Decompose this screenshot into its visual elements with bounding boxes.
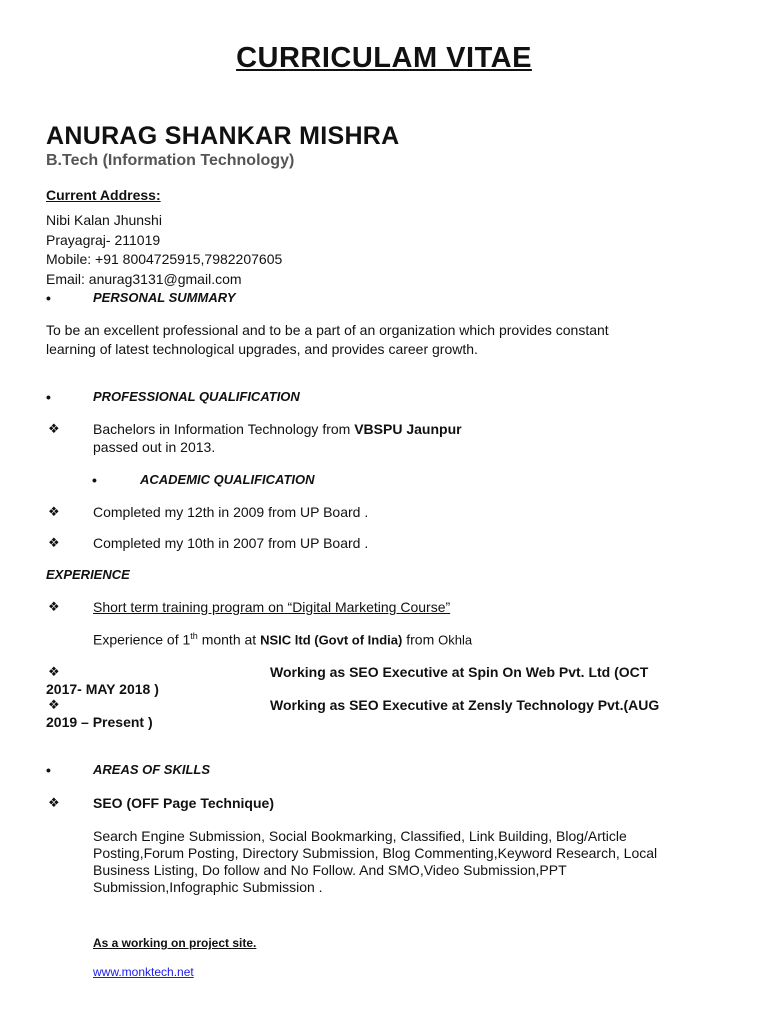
experience-place: Okhla xyxy=(438,632,473,648)
diamond-bullet-icon: ❖ xyxy=(48,421,60,436)
experience-heading: EXPERIENCE xyxy=(46,567,130,582)
professional-qualification-heading: PROFESSIONAL QUALIFICATION xyxy=(93,389,300,404)
skills-heading: AREAS OF SKILLS xyxy=(93,762,211,777)
professional-item-text: Bachelors in Information Technology from xyxy=(93,421,355,437)
job-2-dates: 2019 – Present ) xyxy=(46,714,153,730)
address-line-2: Prayagraj- 211019 xyxy=(46,232,161,248)
bullet-icon: • xyxy=(46,389,51,405)
skills-line-1: Search Engine Submission, Social Bookmarking, Classified, Link Building, Blog/Article xyxy=(93,828,627,844)
mobile-number: Mobile: +91 8004725915,7982207605 xyxy=(46,251,283,267)
job-1-dates: 2017- MAY 2018 ) xyxy=(46,681,159,697)
diamond-bullet-icon: ❖ xyxy=(48,504,60,519)
email-address: Email: anurag3131@gmail.com xyxy=(46,271,242,287)
professional-item xyxy=(93,421,462,437)
academic-item-2: Completed my 10th in 2007 from UP Board . xyxy=(93,535,369,551)
experience-prefix: Experience of 1 xyxy=(93,631,191,648)
experience-from: from xyxy=(402,631,439,648)
academic-item-1: Completed my 12th in 2009 from UP Board . xyxy=(93,504,369,520)
diamond-bullet-icon: ❖ xyxy=(48,664,60,679)
bullet-icon: • xyxy=(46,290,51,306)
skills-line-3: Business Listing, Do follow and No Follow. And SMO,Video Submission,PPT xyxy=(93,862,567,878)
bullet-icon: • xyxy=(46,762,51,778)
candidate-degree: B.Tech (Information Technology) xyxy=(46,152,295,169)
address-heading: Current Address: xyxy=(46,187,161,203)
experience-organization: NSIC ltd (Govt of India) xyxy=(260,632,403,648)
training-program: Short term training program on “Digital Marketing Course” xyxy=(93,599,451,615)
seo-heading: SEO (OFF Page Technique) xyxy=(93,795,274,811)
project-link[interactable]: www.monktech.net xyxy=(93,965,194,979)
diamond-bullet-icon: ❖ xyxy=(48,599,60,614)
experience-line xyxy=(93,631,472,648)
candidate-name: ANURAG SHANKAR MISHRA xyxy=(46,122,400,150)
address-line-1: Nibi Kalan Jhunshi xyxy=(46,212,162,228)
diamond-bullet-icon: ❖ xyxy=(48,535,60,550)
diamond-bullet-icon: ❖ xyxy=(48,697,60,712)
project-label: As a working on project site. xyxy=(93,936,257,950)
job-2-title: Working as SEO Executive at Zensly Technology Pvt.(AUG xyxy=(270,697,660,713)
skills-line-4: Submission,Infographic Submission . xyxy=(93,879,323,895)
skills-line-2: Posting,Forum Posting, Directory Submission, Blog Commenting,Keyword Research, Local xyxy=(93,845,658,861)
ordinal-suffix: th xyxy=(190,631,198,641)
experience-mid: month at xyxy=(197,631,261,648)
personal-summary-heading: PERSONAL SUMMARY xyxy=(93,290,236,305)
summary-line-1: To be an excellent professional and to be a part of an organization which provides constant xyxy=(46,322,609,338)
bullet-icon: • xyxy=(92,472,97,488)
job-1-title: Working as SEO Executive at Spin On Web Pvt. Ltd (OCT xyxy=(270,664,649,680)
diamond-bullet-icon: ❖ xyxy=(48,795,60,810)
university-name: VBSPU Jaunpur xyxy=(354,421,462,437)
professional-item-line-2: passed out in 2013. xyxy=(93,439,216,455)
summary-line-2: learning of latest technological upgrades, and provides career growth. xyxy=(46,341,478,357)
academic-qualification-heading: ACADEMIC QUALIFICATION xyxy=(140,472,315,487)
document-title: CURRICULAM VITAE xyxy=(236,42,532,74)
